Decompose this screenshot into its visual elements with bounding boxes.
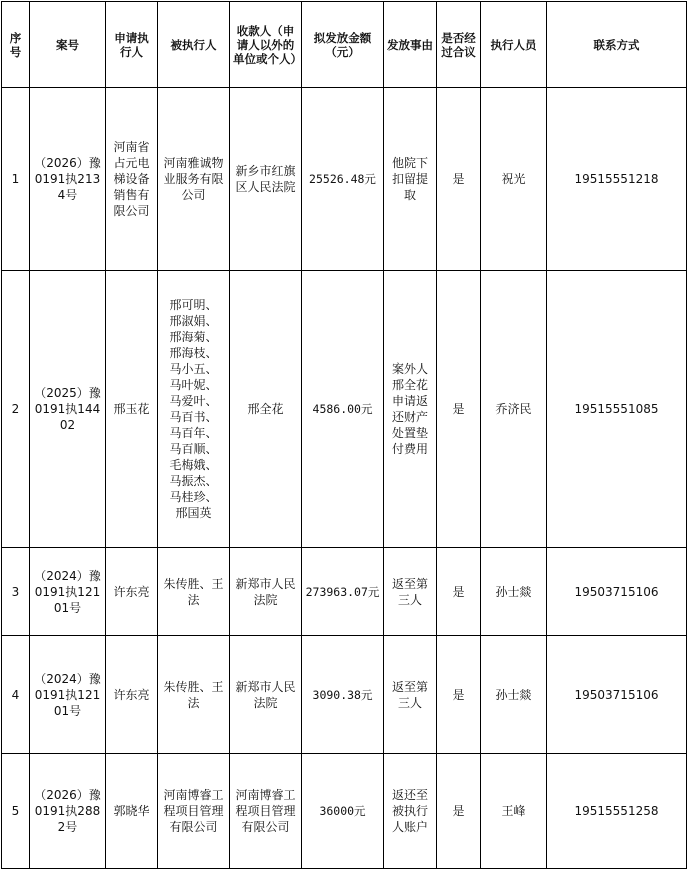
cell-amount: 36000元	[302, 754, 384, 869]
cell-collegial: 是	[437, 636, 481, 754]
table-row	[2, 754, 687, 869]
cell-respondent: 朱传胜、王法	[158, 548, 230, 636]
cell-contact: 19503715106	[547, 548, 687, 636]
cell-applicant: 许东亮	[106, 548, 158, 636]
cell-executor: 孙士燚	[481, 548, 547, 636]
cell-applicant: 郭晓华	[106, 754, 158, 869]
cell-executor: 祝光	[481, 88, 547, 271]
table-header-row	[2, 2, 687, 88]
cell-contact: 19515551085	[547, 271, 687, 548]
table-row	[2, 271, 687, 548]
cell-case-no: （2025）豫0191执14402	[30, 271, 106, 548]
cell-collegial: 是	[437, 88, 481, 271]
cell-respondent: 河南博睿工程项目管理有限公司	[158, 754, 230, 869]
header-collegial: 是否经过合议	[437, 2, 481, 88]
cell-collegial: 是	[437, 548, 481, 636]
cell-payee: 新郑市人民法院	[230, 636, 302, 754]
cell-respondent: 河南雅诚物业服务有限公司	[158, 88, 230, 271]
cell-executor: 孙士燚	[481, 636, 547, 754]
table-row	[2, 636, 687, 754]
cell-reason: 案外人邢全花申请返还财产处置垫付费用	[384, 271, 437, 548]
cell-case-no: （2026）豫0191执2882号	[30, 754, 106, 869]
payment-release-table	[1, 1, 687, 869]
cell-executor: 王峰	[481, 754, 547, 869]
header-executor: 执行人员	[481, 2, 547, 88]
cell-amount: 25526.48元	[302, 88, 384, 271]
header-case-no: 案号	[30, 2, 106, 88]
cell-reason: 他院下扣留提取	[384, 88, 437, 271]
cell-collegial: 是	[437, 271, 481, 548]
table-row	[2, 548, 687, 636]
cell-collegial: 是	[437, 754, 481, 869]
header-payee: 收款人（申请人以外的单位或个人）	[230, 2, 302, 88]
cell-reason: 返还至被执行人账户	[384, 754, 437, 869]
cell-case-no: （2024）豫0191执12101号	[30, 548, 106, 636]
header-respondent: 被执行人	[158, 2, 230, 88]
header-amount: 拟发放金额（元）	[302, 2, 384, 88]
cell-payee: 邢全花	[230, 271, 302, 548]
header-applicant: 申请执行人	[106, 2, 158, 88]
cell-payee: 新乡市红旗区人民法院	[230, 88, 302, 271]
cell-amount: 3090.38元	[302, 636, 384, 754]
cell-applicant: 邢玉花	[106, 271, 158, 548]
cell-contact: 19503715106	[547, 636, 687, 754]
cell-payee: 河南博睿工程项目管理有限公司	[230, 754, 302, 869]
cell-seq: 5	[2, 754, 30, 869]
cell-seq: 1	[2, 88, 30, 271]
cell-seq: 4	[2, 636, 30, 754]
cell-amount: 4586.00元	[302, 271, 384, 548]
cell-seq: 3	[2, 548, 30, 636]
cell-applicant: 许东亮	[106, 636, 158, 754]
cell-seq: 2	[2, 271, 30, 548]
cell-payee: 新郑市人民法院	[230, 548, 302, 636]
cell-case-no: （2026）豫0191执2134号	[30, 88, 106, 271]
cell-applicant: 河南省占元电梯设备销售有限公司	[106, 88, 158, 271]
cell-reason: 返至第三人	[384, 636, 437, 754]
header-seq: 序号	[2, 2, 30, 88]
cell-executor: 乔济民	[481, 271, 547, 548]
cell-contact: 19515551218	[547, 88, 687, 271]
cell-case-no: （2024）豫0191执12101号	[30, 636, 106, 754]
cell-reason: 返至第三人	[384, 548, 437, 636]
cell-amount: 273963.07元	[302, 548, 384, 636]
cell-contact: 19515551258	[547, 754, 687, 869]
cell-respondent: 邢可明、 邢淑娟、 邢海菊、 邢海枝、 马小五、 马叶妮、 马爱叶、 马百书、 马百年、 马百顺、 毛梅娥、 马振杰、 马桂珍、 邢国英	[158, 271, 230, 548]
header-reason: 发放事由	[384, 2, 437, 88]
cell-respondent: 朱传胜、王法	[158, 636, 230, 754]
table-row	[2, 88, 687, 271]
header-contact: 联系方式	[547, 2, 687, 88]
